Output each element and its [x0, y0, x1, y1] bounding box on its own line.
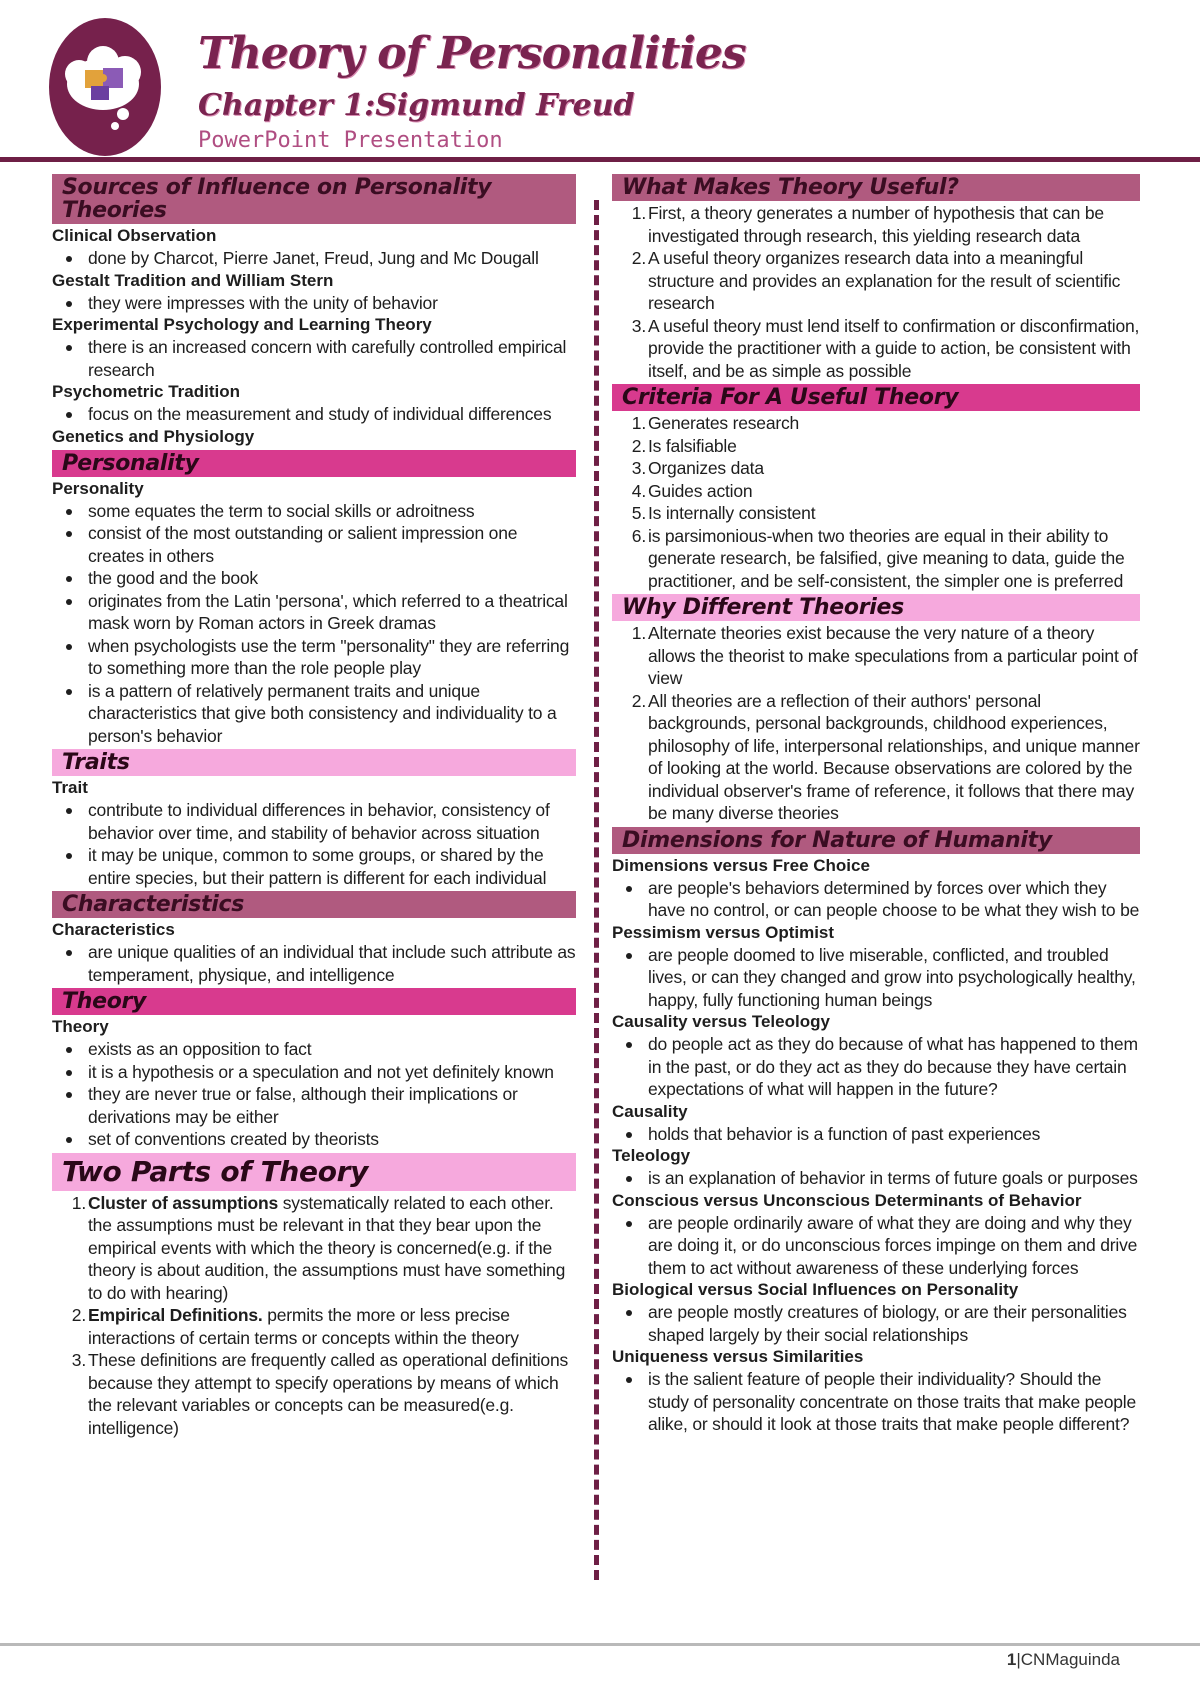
subheading: Trait: [52, 778, 88, 797]
list-item: they are never true or false, although their implications or derivations may be either: [52, 1083, 576, 1128]
bullet-list: [612, 1167, 1140, 1190]
list-number: 2.: [631, 690, 646, 711]
list-number: 5.: [631, 503, 646, 523]
list-item: are unique qualities of an individual that include such attribute as temperament, physique, and intelligence: [52, 941, 576, 986]
list-item: when psychologists use the term "personality" they are referring to something more than the role people play: [52, 635, 576, 680]
list-number: 6.: [631, 525, 646, 546]
page-footer: [1007, 1650, 1120, 1670]
list-text: Generates research: [648, 413, 800, 433]
list-item: it may be unique, common to some groups, or shared by the entire species, but their pattern is different for each individual: [52, 844, 576, 889]
bullet-list: [52, 292, 576, 315]
column-divider: [594, 200, 599, 1580]
list-number: 3.: [631, 315, 646, 336]
bullet-list: [52, 247, 576, 270]
logo-emblem: [49, 18, 161, 156]
list-item: are people mostly creatures of biology, or are their personalities shaped largely by their social relationships: [612, 1301, 1140, 1346]
puzzle-thought-icon: [49, 18, 161, 156]
list-item: contribute to individual differences in behavior, consistency of behavior over time, and stability of behavior across situation: [52, 799, 576, 844]
list-item: is a pattern of relatively permanent traits and unique characteristics that give both consistency and individuality to a person's behavior: [52, 680, 576, 748]
list-text: Alternate theories exist because the very nature of a theory allows the theorist to make speculations from a particular point of view: [648, 623, 1138, 688]
right-column: [612, 172, 1140, 1436]
subheading: Teleology: [612, 1146, 691, 1165]
bullet-list: [612, 877, 1140, 922]
subheading: Pessimism versus Optimist: [612, 922, 835, 942]
subheading: Genetics and Physiology: [52, 426, 255, 446]
list-item: [612, 690, 1140, 825]
bullet-list: [612, 1301, 1140, 1346]
bullet-list: [612, 1368, 1140, 1436]
term: Empirical Definitions.: [88, 1305, 263, 1325]
list-item: set of conventions created by theorists: [52, 1128, 576, 1151]
list-item: some equates the term to social skills or adroitness: [52, 500, 576, 523]
list-item: [52, 1304, 576, 1349]
list-item: [612, 457, 1140, 480]
list-item: they were impresses with the unity of behavior: [52, 292, 576, 315]
definition: systematically related to each other. the assumptions must be relevant in that they bear upon the empirical events with which the theory is concerned(e.g. if the theory is about audition, the assumptions must have something to do with hearing): [88, 1192, 566, 1303]
list-item: [612, 435, 1140, 458]
bullet-list: [52, 1038, 576, 1151]
list-item: done by Charcot, Pierre Janet, Freud, Jung and Mc Dougall: [52, 247, 576, 270]
list-item: [612, 247, 1140, 315]
list-item: focus on the measurement and study of individual differences: [52, 403, 576, 426]
list-item: [612, 502, 1140, 525]
footer-rule: [0, 1643, 1200, 1646]
list-item: do people act as they do because of what has happened to them in the past, or do they act as they do because they have certain expectations of what will happen in the future?: [612, 1033, 1140, 1101]
bullet-list: [52, 336, 576, 381]
list-number: 3.: [71, 1350, 86, 1370]
list-number: 3.: [631, 458, 646, 478]
list-item: there is an increased concern with carefully controlled empirical research: [52, 336, 576, 381]
bullet-list: [52, 403, 576, 426]
presentation-label: PowerPoint Presentation: [198, 128, 503, 153]
list-item: [612, 622, 1140, 690]
bullet-list: [612, 944, 1140, 1012]
list-text: Guides action: [648, 480, 753, 501]
subheading: Personality: [52, 478, 144, 498]
list-item: are people's behaviors determined by forces over which they have no control, or can people choose to be what they wish to be: [612, 877, 1140, 922]
bullet-list: [612, 1123, 1140, 1146]
list-item: originates from the Latin 'persona', which referred to a theatrical mask worn by Roman actors in Greek dramas: [52, 590, 576, 635]
list-text: A useful theory must lend itself to confirmation or disconfirmation, provide the practitioner with a guide to action, be consistent with itself, and be as simple as possible: [648, 315, 1140, 381]
numbered-list: [612, 622, 1140, 825]
definition: These definitions are frequently called as operational definitions because they attempt to specify operations by means of which the relevant variables or concepts can be measured(e.g. intelligence): [88, 1350, 569, 1438]
list-text: Is falsifiable: [648, 435, 737, 456]
list-item: [612, 480, 1140, 503]
list-item: it is a hypothesis or a speculation and not yet definitely known: [52, 1061, 576, 1084]
list-number: 4.: [631, 480, 646, 501]
list-number: 1.: [631, 203, 646, 223]
list-text: Is internally consistent: [648, 503, 816, 523]
section-heading-sources: Sources of Influence on Personality Theories: [52, 174, 576, 224]
list-text: A useful theory organizes research data into a meaningful structure and provides an explanation for the result of scientific research: [648, 248, 1121, 313]
numbered-list: [52, 1192, 576, 1440]
section-heading-why: Why Different Theories: [612, 594, 1140, 621]
list-item: [52, 1192, 576, 1305]
list-item: are people ordinarily aware of what they are doing and why they are doing it, or do unconscious forces impinge on them and drive them to act without awareness of these underlying forces: [612, 1212, 1140, 1280]
list-number: 2.: [631, 435, 646, 456]
section-heading-criteria: Criteria For A Useful Theory: [612, 384, 1140, 411]
term: Cluster of assumptions: [88, 1192, 279, 1213]
list-item: [52, 1349, 576, 1439]
bullet-list: [612, 1212, 1140, 1280]
section-heading-traits: Traits: [52, 749, 576, 776]
definition: permits the more or less precise interactions of certain terms or concepts within the theory: [88, 1305, 519, 1348]
numbered-list: [612, 412, 1140, 592]
bullet-list: [52, 941, 576, 986]
subheading: Characteristics: [52, 920, 175, 939]
left-column: [52, 172, 576, 1439]
list-text: First, a theory generates a number of hypothesis that can be investigated through research, this yielding research data: [648, 203, 1104, 246]
list-item: is the salient feature of people their individuality? Should the study of personality concentrate on those traits that make people alike, or should it look at those traits that make people different?: [612, 1368, 1140, 1436]
list-item: holds that behavior is a function of past experiences: [612, 1123, 1140, 1146]
list-number: 2.: [631, 248, 646, 268]
section-heading-dimensions: Dimensions for Nature of Humanity: [612, 827, 1140, 854]
list-number: 1.: [631, 623, 646, 643]
list-item: is an explanation of behavior in terms of future goals or purposes: [612, 1167, 1140, 1190]
list-text: is parsimonious-when two theories are equal in their ability to generate research, be falsified, give meaning to data, guide the practitioner, and be self-consistent, the simpler one is preferred: [648, 525, 1125, 591]
subheading: Psychometric Tradition: [52, 382, 240, 401]
list-number: 2.: [71, 1305, 86, 1325]
subheading: Gestalt Tradition and William Stern: [52, 270, 334, 290]
list-item: the good and the book: [52, 567, 576, 590]
page-number: 1: [1006, 1650, 1017, 1669]
section-heading-two-parts: Two Parts of Theory: [52, 1153, 576, 1191]
bullet-list: [52, 500, 576, 748]
chapter-title: Chapter 1:Sigmund Freud: [198, 88, 635, 123]
subheading: Causality versus Teleology: [612, 1012, 830, 1031]
list-number: 1.: [631, 413, 646, 433]
subheading: Causality: [612, 1101, 688, 1121]
subheading: Dimensions versus Free Choice: [612, 855, 870, 875]
list-number: 1.: [71, 1192, 86, 1213]
list-item: exists as an opposition to fact: [52, 1038, 576, 1061]
list-item: [612, 525, 1140, 593]
subheading: Conscious versus Unconscious Determinants of Behavior: [612, 1190, 1082, 1210]
subheading: Biological versus Social Influences on Personality: [612, 1280, 1019, 1299]
list-item: [612, 412, 1140, 435]
bullet-list: [52, 799, 576, 889]
bullet-list: [612, 1033, 1140, 1101]
subheading: Theory: [52, 1017, 109, 1036]
list-item: [612, 315, 1140, 383]
numbered-list: [612, 202, 1140, 382]
section-heading-characteristics: Characteristics: [52, 891, 576, 918]
subheading: Clinical Observation: [52, 226, 217, 245]
author-credit: |CNMaguinda: [1016, 1650, 1120, 1669]
subheading: Experimental Psychology and Learning Theory: [52, 315, 432, 334]
section-heading-personality: Personality: [52, 450, 576, 477]
header-rule: [0, 157, 1200, 162]
list-text: Organizes data: [648, 458, 764, 478]
list-item: are people doomed to live miserable, conflicted, and troubled lives, or can they changed and grow into psychologically healthy, happy, fully functioning human beings: [612, 944, 1140, 1012]
list-item: [612, 202, 1140, 247]
section-heading-theory: Theory: [52, 988, 576, 1015]
subheading: Uniqueness versus Similarities: [612, 1347, 864, 1366]
page-title: Theory of Personalities: [198, 28, 746, 79]
list-item: consist of the most outstanding or salient impression one creates in others: [52, 522, 576, 567]
section-heading-useful: What Makes Theory Useful?: [612, 174, 1140, 201]
list-text: All theories are a reflection of their authors' personal backgrounds, personal backgrounds, childhood experiences, philosophy of life, interpersonal relationships, and unique manner of looking at the world. Because observations are colored by the individual observer's frame of reference, it follows that there may be many diverse theories: [648, 690, 1140, 823]
